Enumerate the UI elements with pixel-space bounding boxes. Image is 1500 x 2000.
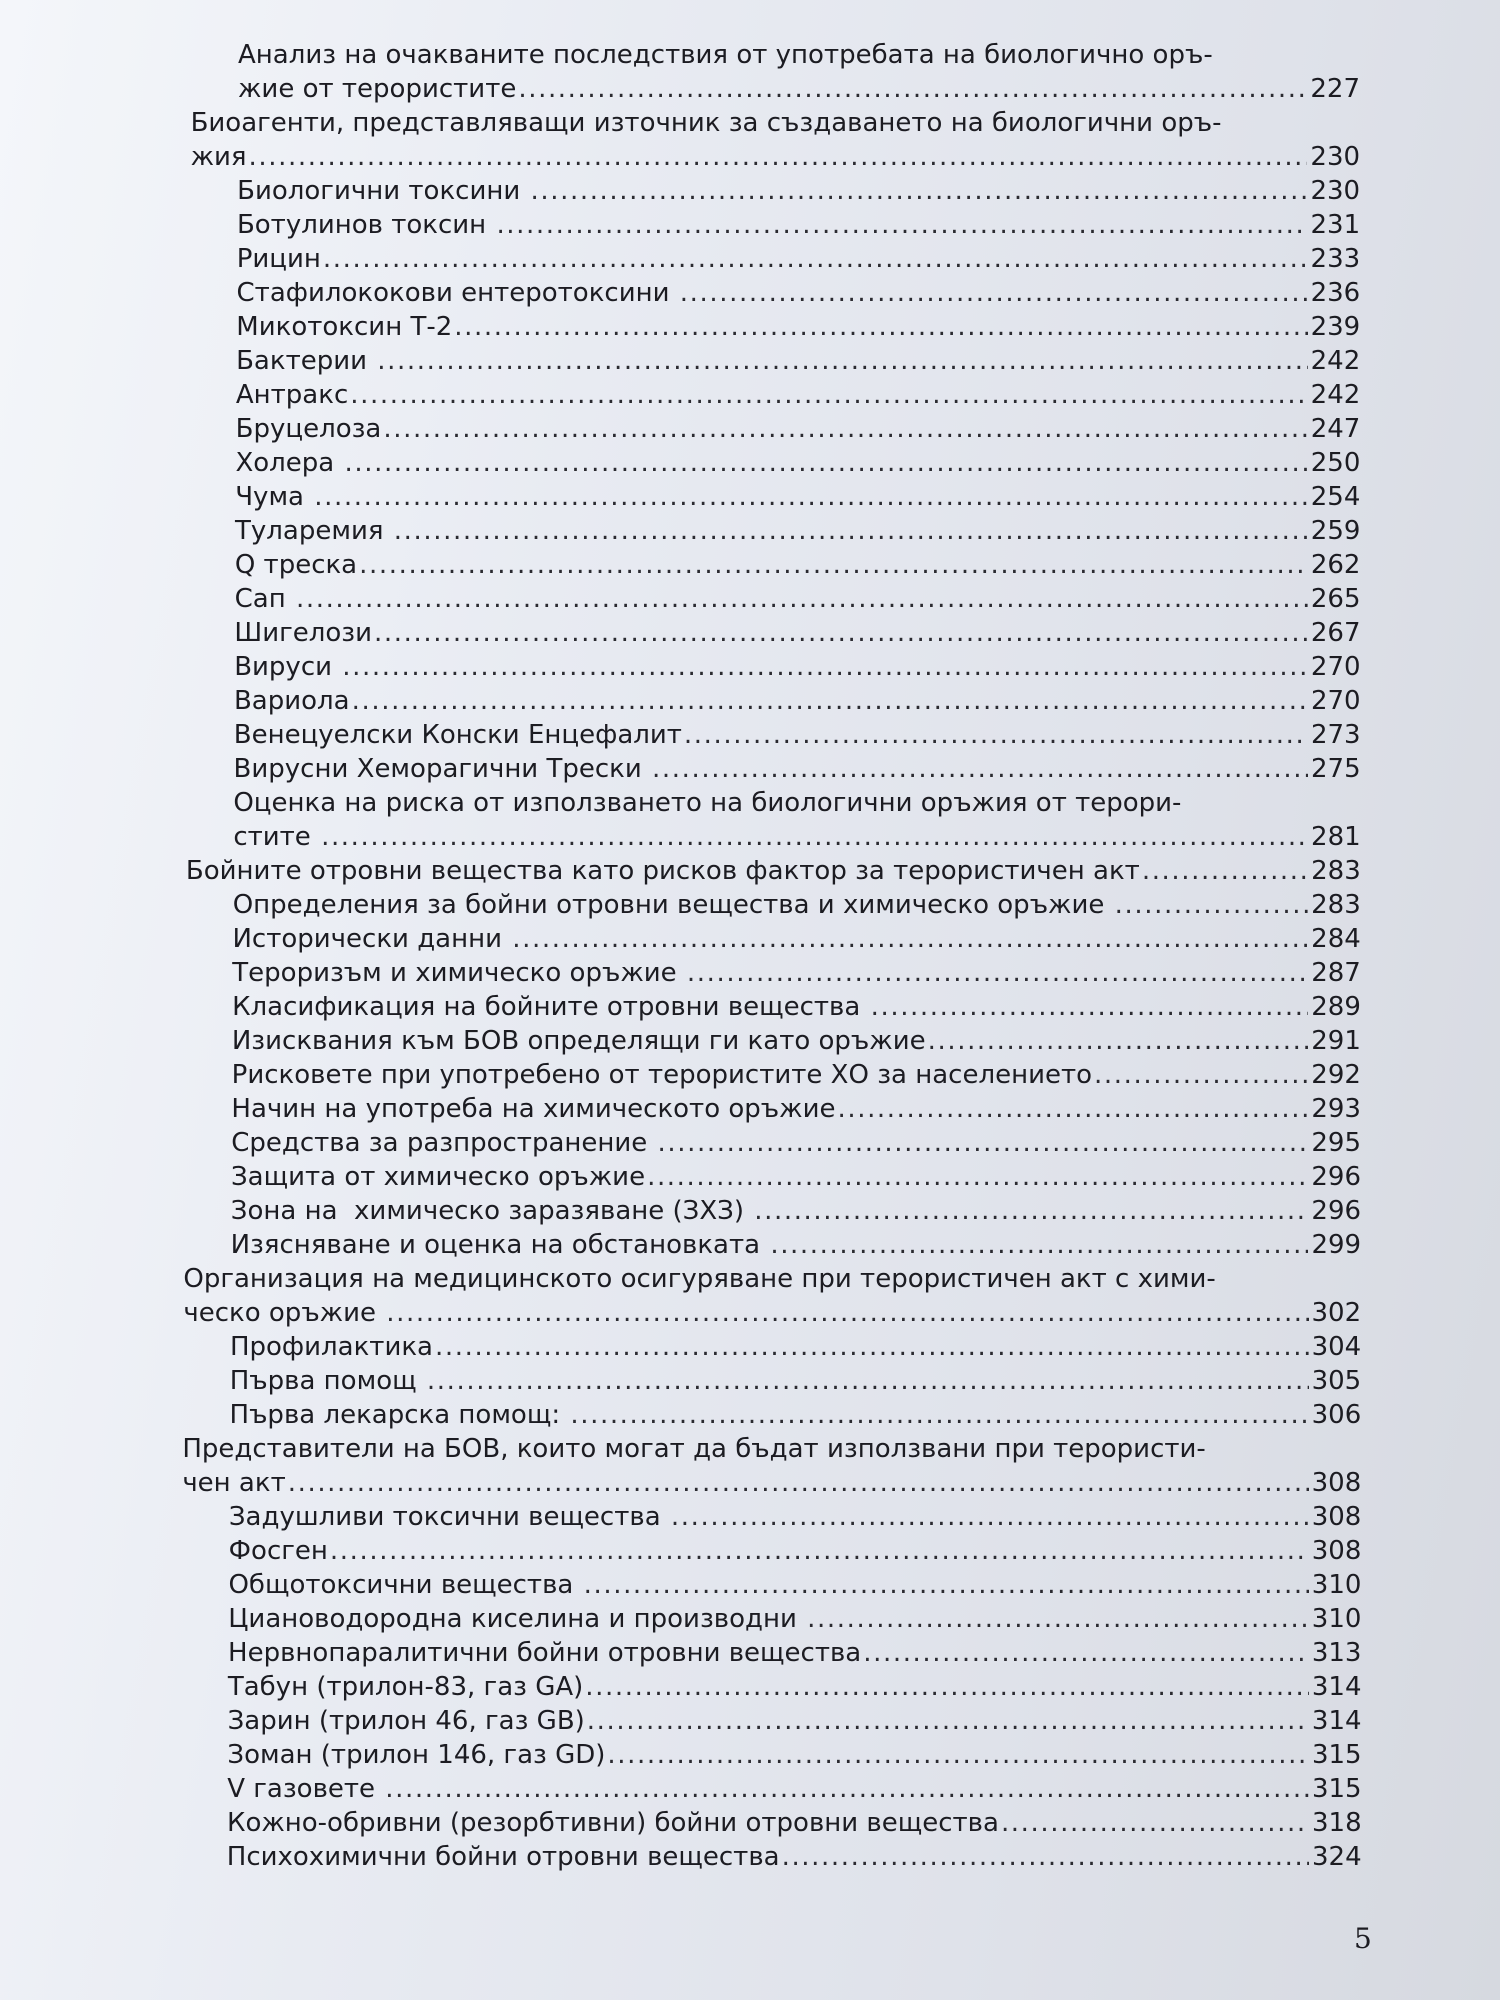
toc-subsection-entry xyxy=(237,242,1360,276)
dot-leader xyxy=(585,1670,1309,1704)
page-number: 5 xyxy=(1354,1922,1372,1955)
toc-section-entry xyxy=(182,1432,1361,1500)
toc-entry-title: Зоман (трилон 146, газ GD) xyxy=(227,1740,606,1770)
toc-entry-leader-line xyxy=(227,1840,1362,1874)
toc-subsection-entry xyxy=(234,718,1361,752)
dot-leader xyxy=(321,820,1308,854)
dot-leader xyxy=(249,140,1308,174)
toc-subsection-entry xyxy=(231,1092,1361,1126)
toc-subsection-entry xyxy=(232,990,1361,1024)
toc-entry-leader-line xyxy=(227,1806,1362,1840)
toc-subsection-entry xyxy=(228,1670,1362,1704)
toc-entry-page: 315 xyxy=(1311,1740,1362,1770)
toc-section-entry xyxy=(183,1262,1361,1330)
toc-entry-title: Защита от химическо оръжие xyxy=(231,1162,646,1192)
dot-leader xyxy=(314,480,1307,514)
toc-entry-page: 273 xyxy=(1310,720,1361,750)
toc-entry-leader-line xyxy=(228,1568,1361,1602)
toc-entry-leader-line xyxy=(227,1738,1361,1772)
toc-entry-page: 231 xyxy=(1310,210,1361,240)
toc-entry-leader-line xyxy=(236,344,1360,378)
toc-entry-title: Венецуелски Конски Енцефалит xyxy=(233,720,682,750)
toc-entry-leader-line xyxy=(236,412,1361,446)
toc-entry-title: Зарин (трилон 46, газ GB) xyxy=(227,1706,585,1736)
toc-subsection-entry xyxy=(227,1840,1362,1874)
toc-entry-title: Общотоксични вещества xyxy=(228,1570,582,1600)
toc-subsection-entry xyxy=(228,1636,1361,1670)
toc-entry-leader-line xyxy=(235,480,1360,514)
toc-entry-title: Бактерии xyxy=(236,346,376,376)
toc-entry-page: 259 xyxy=(1310,516,1361,546)
toc-subsection-entry xyxy=(227,1772,1361,1806)
toc-entry-page: 262 xyxy=(1310,550,1361,580)
dot-leader xyxy=(386,1296,1308,1330)
toc-entry-title: Антракс xyxy=(235,380,349,410)
dot-leader xyxy=(345,446,1308,480)
dot-leader xyxy=(658,1126,1309,1160)
dot-leader xyxy=(531,174,1308,208)
toc-entry-title: Исторически данни xyxy=(232,924,511,954)
toc-subsection-entry xyxy=(233,888,1361,922)
toc-entry-page: 275 xyxy=(1311,754,1361,784)
toc-entry-title: Психохимични бойни отровни вещества xyxy=(226,1842,780,1872)
toc-entry-leader-line xyxy=(234,650,1360,684)
dot-leader xyxy=(684,718,1308,752)
dot-leader xyxy=(647,1160,1308,1194)
toc-entry-leader-line xyxy=(236,378,1360,412)
toc-entry-page: 270 xyxy=(1310,686,1361,716)
toc-entry-title: жия xyxy=(190,142,247,172)
toc-entry-leader-line xyxy=(186,854,1361,888)
dot-leader xyxy=(1115,888,1309,922)
toc-entry-leader-line xyxy=(183,1296,1361,1330)
toc-subsection-entry xyxy=(238,38,1360,106)
toc-entry-title: Вирусни Хеморагични Трески xyxy=(233,754,651,784)
toc-subsection-entry xyxy=(230,1398,1362,1432)
toc-entry-leader-line xyxy=(235,514,1360,548)
dot-leader xyxy=(1001,1806,1309,1840)
toc-subsection-entry xyxy=(228,1568,1361,1602)
dot-leader xyxy=(385,1772,1309,1806)
toc-entry-page: 281 xyxy=(1311,822,1361,852)
toc-entry-page: 254 xyxy=(1310,482,1361,512)
toc-subsection-entry xyxy=(236,310,1360,344)
dot-leader xyxy=(330,1534,1309,1568)
toc-entry-title: Класификация на бойните отровни вещества xyxy=(232,992,869,1022)
toc-subsection-entry xyxy=(235,548,1361,582)
toc-entry-title: Фосген xyxy=(228,1536,328,1566)
dot-leader xyxy=(394,514,1308,548)
toc-entry-leader-line xyxy=(234,718,1361,752)
toc-subsection-entry xyxy=(233,786,1360,854)
dot-leader xyxy=(352,684,1308,718)
toc-subsection-entry xyxy=(229,1500,1361,1534)
dot-leader xyxy=(350,378,1307,412)
table-of-contents xyxy=(0,38,1500,1874)
toc-entry-title: Холера xyxy=(235,448,343,478)
toc-entry-page: 284 xyxy=(1311,924,1361,954)
toc-entry-page: 239 xyxy=(1310,312,1361,342)
toc-entry-title: Тероризъм и химическо оръжие xyxy=(232,958,685,988)
toc-entry-page: 247 xyxy=(1310,414,1361,444)
toc-subsection-entry xyxy=(236,378,1360,412)
toc-entry-page: 308 xyxy=(1311,1502,1362,1532)
toc-entry-page: 324 xyxy=(1312,1842,1362,1872)
dot-leader xyxy=(871,990,1309,1024)
toc-entry-page: 291 xyxy=(1311,1026,1361,1056)
toc-entry-page: 242 xyxy=(1310,380,1361,410)
toc-entry-title-line: Анализ на очакваните последствия от употребата на биологично оръ- xyxy=(238,40,1213,70)
toc-entry-page: 267 xyxy=(1310,618,1361,648)
toc-entry-leader-line xyxy=(229,1500,1361,1534)
toc-entry-page: 293 xyxy=(1311,1094,1361,1124)
toc-entry-leader-line xyxy=(230,1330,1361,1364)
dot-leader xyxy=(807,1602,1309,1636)
dot-leader xyxy=(570,1398,1308,1432)
toc-entry-title: Бойните отровни вещества като рисков фактор за терористичен акт xyxy=(185,856,1140,886)
toc-entry-page: 299 xyxy=(1311,1230,1362,1260)
toc-subsection-entry xyxy=(231,1126,1361,1160)
toc-entry-title: Средства за разпространение xyxy=(231,1128,656,1158)
toc-entry-page: 283 xyxy=(1311,890,1361,920)
toc-entry-leader-line xyxy=(227,1772,1361,1806)
toc-entry-leader-line xyxy=(228,1602,1361,1636)
toc-subsection-entry xyxy=(231,1194,1361,1228)
toc-entry-leader-line xyxy=(230,1364,1361,1398)
toc-subsection-entry xyxy=(227,1738,1361,1772)
toc-entry-page: 308 xyxy=(1311,1468,1362,1498)
toc-entry-leader-line xyxy=(237,174,1360,208)
toc-entry-title: Микотоксин Т-2 xyxy=(236,312,453,342)
toc-entry-title: Зона на химическо заразяване (ЗХЗ) xyxy=(230,1196,753,1226)
toc-entry-title: Рисковете при употребено от терористите ХО за населението xyxy=(231,1060,1093,1090)
dot-leader xyxy=(770,1228,1308,1262)
dot-leader xyxy=(863,1636,1309,1670)
toc-subsection-entry xyxy=(231,1160,1361,1194)
toc-entry-title-line: Оценка на риска от използването на биологични оръжия от терори- xyxy=(233,788,1182,818)
dot-leader xyxy=(584,1568,1309,1602)
toc-entry-title: Табун (трилон-83, газ GA) xyxy=(227,1672,584,1702)
toc-entry-page: 304 xyxy=(1311,1332,1362,1362)
dot-leader xyxy=(587,1704,1309,1738)
toc-subsection-entry xyxy=(235,446,1360,480)
toc-entry-title: Първа помощ xyxy=(229,1366,425,1396)
toc-entry-leader-line xyxy=(233,888,1361,922)
toc-entry-page: 292 xyxy=(1311,1060,1361,1090)
toc-subsection-entry xyxy=(232,1024,1361,1058)
dot-leader xyxy=(837,1092,1308,1126)
toc-entry-page: 318 xyxy=(1312,1808,1362,1838)
dot-leader xyxy=(754,1194,1308,1228)
toc-entry-page: 295 xyxy=(1311,1128,1361,1158)
toc-entry-page: 308 xyxy=(1311,1536,1362,1566)
toc-entry-title: Нервнопаралитични бойни отровни вещества xyxy=(228,1638,862,1668)
toc-entry-title: Профилактика xyxy=(229,1332,433,1362)
dot-leader xyxy=(671,1500,1309,1534)
toc-entry-leader-line xyxy=(235,548,1361,582)
toc-entry-leader-line xyxy=(231,1126,1361,1160)
toc-entry-leader-line xyxy=(234,616,1360,650)
dot-leader xyxy=(518,72,1307,106)
dot-leader xyxy=(607,1738,1309,1772)
toc-entry-title-line: Представители на БОВ, които могат да бъдат използвани при терористи- xyxy=(182,1434,1206,1464)
toc-subsection-entry xyxy=(235,480,1360,514)
toc-subsection-entry xyxy=(234,650,1360,684)
dot-leader xyxy=(377,344,1307,378)
toc-entry-title: ческо оръжие xyxy=(183,1298,385,1328)
toc-entry-page: 315 xyxy=(1311,1774,1362,1804)
toc-entry-page: 289 xyxy=(1311,992,1361,1022)
toc-subsection-entry xyxy=(228,1704,1362,1738)
toc-entry-title: Начин на употреба на химическото оръжие xyxy=(231,1094,836,1124)
toc-entry-leader-line xyxy=(232,922,1360,956)
toc-subsection-entry xyxy=(236,344,1360,378)
toc-entry-title: Изясняване и оценка на обстановката xyxy=(230,1230,769,1260)
toc-entry-title: Q треска xyxy=(234,550,358,580)
toc-subsection-entry xyxy=(232,956,1361,990)
toc-entry-page: 233 xyxy=(1310,244,1361,274)
dot-leader xyxy=(512,922,1308,956)
dot-leader xyxy=(296,582,1308,616)
toc-entry-leader-line xyxy=(232,1024,1361,1058)
toc-entry-title: Чума xyxy=(235,482,313,512)
toc-entry-title: жие от терористите xyxy=(238,74,517,104)
toc-subsection-entry xyxy=(235,582,1361,616)
toc-entry-leader-line xyxy=(232,1058,1361,1092)
dot-leader xyxy=(496,208,1307,242)
toc-entry-title: Шигелози xyxy=(234,618,372,648)
toc-entry-leader-line xyxy=(228,1670,1362,1704)
toc-entry-page: 283 xyxy=(1311,856,1361,886)
toc-subsection-entry xyxy=(234,616,1360,650)
toc-entry-title-line: Биоагенти, представляващи източник за създаването на биологични оръ- xyxy=(190,108,1222,138)
toc-entry-page: 310 xyxy=(1311,1604,1362,1634)
dot-leader xyxy=(652,752,1308,786)
dot-leader xyxy=(435,1330,1309,1364)
dot-leader xyxy=(323,242,1308,276)
toc-entry-leader-line xyxy=(236,310,1360,344)
dot-leader xyxy=(1142,854,1308,888)
toc-entry-leader-line xyxy=(231,1160,1361,1194)
toc-entry-title: V газовете xyxy=(227,1774,384,1804)
toc-entry-leader-line xyxy=(232,990,1361,1024)
toc-subsection-entry xyxy=(237,208,1360,242)
toc-entry-title: Циановодородна киселина и производни xyxy=(228,1604,806,1634)
toc-entry-page: 265 xyxy=(1310,584,1361,614)
toc-entry-page: 313 xyxy=(1311,1638,1362,1668)
toc-entry-leader-line xyxy=(233,820,1360,854)
toc-entry-page: 306 xyxy=(1311,1400,1362,1430)
toc-entry-title: Бруцелоза xyxy=(235,414,382,444)
toc-entry-page: 227 xyxy=(1310,74,1360,104)
dot-leader xyxy=(374,616,1308,650)
toc-entry-title: Изисквания към БОВ определящи ги като оръжие xyxy=(231,1026,926,1056)
toc-entry-page: 236 xyxy=(1310,278,1361,308)
toc-entry-title: Определения за бойни отровни вещества и химическо оръжие xyxy=(232,890,1113,920)
dot-leader xyxy=(454,310,1307,344)
dot-leader xyxy=(928,1024,1309,1058)
dot-leader xyxy=(288,1466,1309,1500)
dot-leader xyxy=(782,1840,1309,1874)
toc-subsection-entry xyxy=(231,1228,1362,1262)
toc-subsection-entry xyxy=(237,276,1361,310)
toc-entry-title: Рицин xyxy=(236,244,321,274)
toc-entry-leader-line xyxy=(237,276,1361,310)
toc-subsection-entry xyxy=(234,684,1361,718)
toc-entry-page: 314 xyxy=(1311,1706,1362,1736)
toc-subsection-entry xyxy=(235,514,1360,548)
toc-entry-page: 305 xyxy=(1311,1366,1362,1396)
toc-entry-title-line: Организация на медицинското осигуряване при терористичен акт с хими- xyxy=(183,1264,1216,1294)
toc-entry-title: Кожно-обривни (резорбтивни) бойни отровни вещества xyxy=(226,1808,999,1838)
dot-leader xyxy=(359,548,1308,582)
toc-entry-leader-line xyxy=(182,1466,1361,1500)
toc-entry-leader-line xyxy=(231,1194,1361,1228)
toc-entry-page: 296 xyxy=(1311,1162,1362,1192)
toc-subsection-entry xyxy=(232,922,1360,956)
toc-entry-leader-line xyxy=(230,1398,1362,1432)
toc-entry-page: 270 xyxy=(1310,652,1361,682)
toc-entry-page: 314 xyxy=(1311,1672,1362,1702)
toc-entry-page: 230 xyxy=(1310,142,1361,172)
toc-entry-leader-line xyxy=(228,1704,1362,1738)
toc-entry-leader-line xyxy=(237,242,1360,276)
dot-leader xyxy=(342,650,1308,684)
toc-entry-leader-line xyxy=(228,1636,1361,1670)
toc-section-entry xyxy=(186,854,1361,888)
toc-entry-leader-line xyxy=(229,1534,1362,1568)
toc-entry-leader-line xyxy=(235,446,1360,480)
toc-entry-leader-line xyxy=(234,684,1361,718)
toc-entry-page: 296 xyxy=(1311,1196,1362,1226)
toc-subsection-entry xyxy=(232,1058,1361,1092)
toc-subsection-entry xyxy=(228,1602,1361,1636)
toc-subsection-entry xyxy=(227,1806,1362,1840)
toc-entry-title: Първа лекарска помощ: xyxy=(229,1400,569,1430)
dot-leader xyxy=(1094,1058,1308,1092)
toc-entry-leader-line xyxy=(231,1228,1362,1262)
toc-entry-page: 242 xyxy=(1310,346,1361,376)
toc-entry-title: стите xyxy=(233,822,320,852)
toc-subsection-entry xyxy=(230,1364,1361,1398)
toc-entry-page: 310 xyxy=(1311,1570,1362,1600)
dot-leader xyxy=(427,1364,1309,1398)
toc-entry-title: Туларемия xyxy=(235,516,392,546)
toc-subsection-entry xyxy=(234,752,1361,786)
toc-subsection-entry xyxy=(229,1534,1362,1568)
toc-entry-page: 250 xyxy=(1310,448,1361,478)
dot-leader xyxy=(687,956,1308,990)
toc-entry-leader-line xyxy=(237,208,1360,242)
toc-entry-leader-line xyxy=(235,582,1361,616)
toc-entry-leader-line xyxy=(231,1092,1361,1126)
toc-entry-leader-line xyxy=(234,752,1361,786)
toc-entry-leader-line xyxy=(238,72,1360,106)
toc-entry-title: чен акт xyxy=(182,1468,286,1498)
toc-entry-title: Сап xyxy=(234,584,294,614)
toc-entry-title: Задушливи токсични вещества xyxy=(228,1502,669,1532)
dot-leader xyxy=(383,412,1307,446)
toc-entry-title: Вируси xyxy=(234,652,341,682)
toc-subsection-entry xyxy=(237,174,1360,208)
toc-entry-page: 287 xyxy=(1311,958,1361,988)
toc-entry-leader-line xyxy=(191,140,1360,174)
toc-subsection-entry xyxy=(230,1330,1361,1364)
dot-leader xyxy=(680,276,1308,310)
toc-entry-title: Стафилококови ентеротоксини xyxy=(236,278,678,308)
toc-subsection-entry xyxy=(236,412,1361,446)
toc-entry-title: Биологични токсини xyxy=(237,176,529,206)
toc-section-entry xyxy=(191,106,1360,174)
toc-entry-page: 302 xyxy=(1311,1298,1362,1328)
toc-entry-page: 230 xyxy=(1310,176,1361,206)
toc-entry-title: Ботулинов токсин xyxy=(236,210,495,240)
toc-entry-leader-line xyxy=(232,956,1361,990)
toc-entry-title: Вариола xyxy=(233,686,350,716)
